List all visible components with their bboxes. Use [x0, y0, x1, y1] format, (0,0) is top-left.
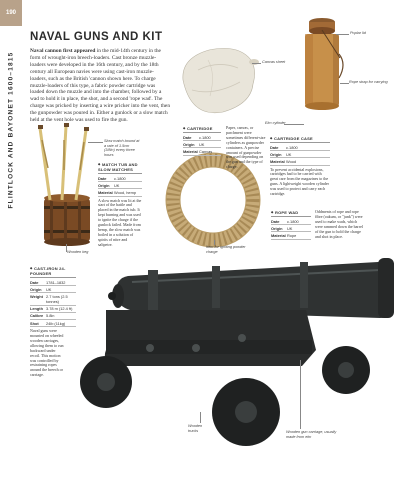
card-row	[98, 189, 142, 196]
card-value: c.1800	[199, 134, 211, 140]
card-key: Material	[271, 232, 286, 238]
caption-canvas-sheet: Canvas sheet	[262, 60, 286, 64]
card-key: Shot	[30, 320, 39, 326]
card-row	[30, 306, 76, 313]
card-value: 1781–1832	[46, 279, 66, 285]
card-value: 24lb (11kg)	[46, 320, 66, 326]
card-cast-iron-heading: ◆ CAST-IRON 24-POUNDER	[30, 266, 76, 278]
card-value: UK	[199, 141, 205, 147]
card-key: Date	[271, 218, 280, 224]
card-row	[270, 151, 330, 158]
card-row	[270, 144, 330, 151]
card-rope-wad	[271, 210, 311, 240]
card-cast-iron	[30, 266, 76, 378]
caption-rope-strap: Rope strap for carrying	[349, 80, 388, 84]
card-cartridge-case	[270, 136, 330, 197]
page-title: NAVAL GUNS AND KIT	[30, 31, 163, 43]
card-key: Weight	[30, 293, 43, 299]
intro-body: in the mid-14th century in the form of wrought-iron breech-loaders. Cast bronze muzzle-loaders were developed in the 16th century, and by the 18th century all European navies were using cast-iron muzzle-loaders, such as the British 'cannon shown here. To charge muzzle-loaders of this type, a fabric powder cartridge was loaded down the muzzle and into the chamber, followed by a wad to hold it in place, the shot, and a second 'rope wad'. The charge was pricked by inserting a wire pricker into the vent, then the gunpowder was poured in. Either a gunlock or a slow match held at the vent hole was used to fire the gun.	[30, 48, 171, 124]
card-row	[30, 293, 76, 305]
card-value: UK	[286, 151, 292, 157]
card-cartridge-description: Paper, canvas, or parchment were sometimes different-size cylinders as gunpowder containers. A precise amount of gunpowder was used depending on the gun and the type of charge.	[226, 125, 266, 170]
card-key: Origin	[30, 286, 42, 292]
card-cartridge	[183, 126, 221, 156]
caption-poplar-lid: Poplar lid	[350, 31, 366, 35]
card-value: c.1800	[114, 175, 126, 181]
leader-poplar-lid	[336, 34, 349, 35]
card-key: Material	[183, 148, 198, 154]
card-row	[30, 286, 76, 293]
card-key: Origin	[98, 182, 110, 188]
leader-wooden-keg	[66, 244, 67, 252]
card-key: Length	[30, 306, 43, 312]
leader-rope-strap	[340, 83, 349, 84]
card-row	[30, 313, 76, 320]
card-value: UK	[46, 286, 52, 292]
cannon-image	[80, 258, 394, 446]
leader-item-igniting	[214, 240, 215, 245]
card-value: UK	[114, 182, 120, 188]
card-value: UK	[287, 225, 293, 231]
caption-wooden-trucks: Wooden trucks	[188, 424, 203, 433]
card-value: Wood, hemp	[114, 189, 136, 195]
card-value: 5.8in	[46, 313, 55, 319]
card-key: Date	[183, 134, 192, 140]
leader-canvas-sheet	[252, 63, 261, 64]
card-row	[98, 182, 142, 189]
card-value: c.1800	[286, 144, 298, 150]
leader-slow-match	[88, 142, 103, 143]
card-match-tub-heading: ◆ MATCH TUB AND SLOW MATCHES	[98, 162, 142, 174]
card-row	[183, 141, 221, 148]
card-key: Material	[270, 158, 285, 164]
card-value: Canvas	[199, 148, 213, 154]
card-row	[271, 218, 311, 225]
card-key: Origin	[271, 225, 283, 231]
card-key: Calibre	[30, 313, 44, 319]
card-key: Date	[270, 144, 279, 150]
card-cartridge-heading: ◆ CARTRIDGE	[183, 126, 221, 133]
card-row	[98, 175, 142, 182]
card-cartridge-desc	[226, 126, 268, 170]
card-row	[271, 232, 311, 239]
card-cast-iron-description: Naval guns were mounted on wheeled wooden carriages, allowing them to run backward under recoil. This motion was controlled by restraining ropes around the breech or carriage.	[30, 328, 64, 378]
card-rope-wad-heading: ◆ ROPE WAD	[271, 210, 311, 217]
card-key: Material	[98, 189, 113, 195]
card-cartridge-case-description: To prevent accidental explosions, cartridges had to be carried with great care from the magazines to the guns. A lightweight wooden cylinder was used to protect and carry each cartridge.	[270, 166, 329, 197]
caption-item-igniting: Item for igniting powder charge	[206, 245, 246, 254]
caption-slow-match: Slow match bound at a rate of 1.5cm (3/8in) every three hours	[104, 139, 140, 157]
leader-wooden-trucks	[200, 412, 201, 423]
leader-wooden-gun-carriage	[300, 360, 301, 429]
section-side-label-text: FLINTLOCK AND BAYONET 1600–1815	[7, 51, 15, 209]
card-row	[30, 279, 76, 286]
card-value: Wood	[286, 158, 297, 164]
match-tub-image	[38, 123, 90, 246]
card-rope-wad-desc	[315, 210, 363, 239]
card-row	[270, 158, 330, 165]
caption-elm-cylinder: Elm cylinder	[265, 121, 286, 125]
card-value: Rope	[287, 232, 297, 238]
page-number: 190	[0, 0, 22, 26]
card-cartridge-case-heading: ◆ CARTRIDGE CASE	[270, 136, 330, 143]
card-match-tub-description: A slow match was lit at the start of the battle and placed in the match tub. It kept burning and was used to ignite the charge if the gunlock failed. Made from hemp, the slow match was boiled in a solution of spirits of nitre and saltpetre.	[98, 197, 142, 247]
caption-wooden-keg: Wooden keg	[67, 250, 89, 254]
card-row	[183, 148, 221, 155]
caption-wooden-gun-carriage: Wooden gun carriage, usually made from elm	[286, 430, 337, 439]
card-value: 3.78 m (12.4 ft)	[46, 306, 73, 312]
card-row	[271, 225, 311, 232]
leader-elm-cylinder	[284, 124, 304, 125]
intro-lead: Naval cannon first appeared	[30, 48, 96, 54]
card-value: 2.7 tons (2.5 tonnes)	[46, 293, 68, 304]
card-rope-wad-description: Oddments of rope and rope fibre (oakum, or "junk") were used to make wads, which were rammed down the barrel of the gun to hold the charge and shot in place.	[315, 209, 363, 239]
card-key: Origin	[270, 151, 282, 157]
card-key: Date	[98, 175, 107, 181]
card-match-tub	[98, 162, 142, 248]
card-key: Date	[30, 279, 39, 285]
card-value: c.1800	[287, 218, 299, 224]
card-row	[183, 134, 221, 141]
card-key: Origin	[183, 141, 195, 147]
cartridge-image	[183, 48, 259, 112]
cartridge-case-image	[305, 18, 343, 110]
card-row	[30, 320, 76, 327]
